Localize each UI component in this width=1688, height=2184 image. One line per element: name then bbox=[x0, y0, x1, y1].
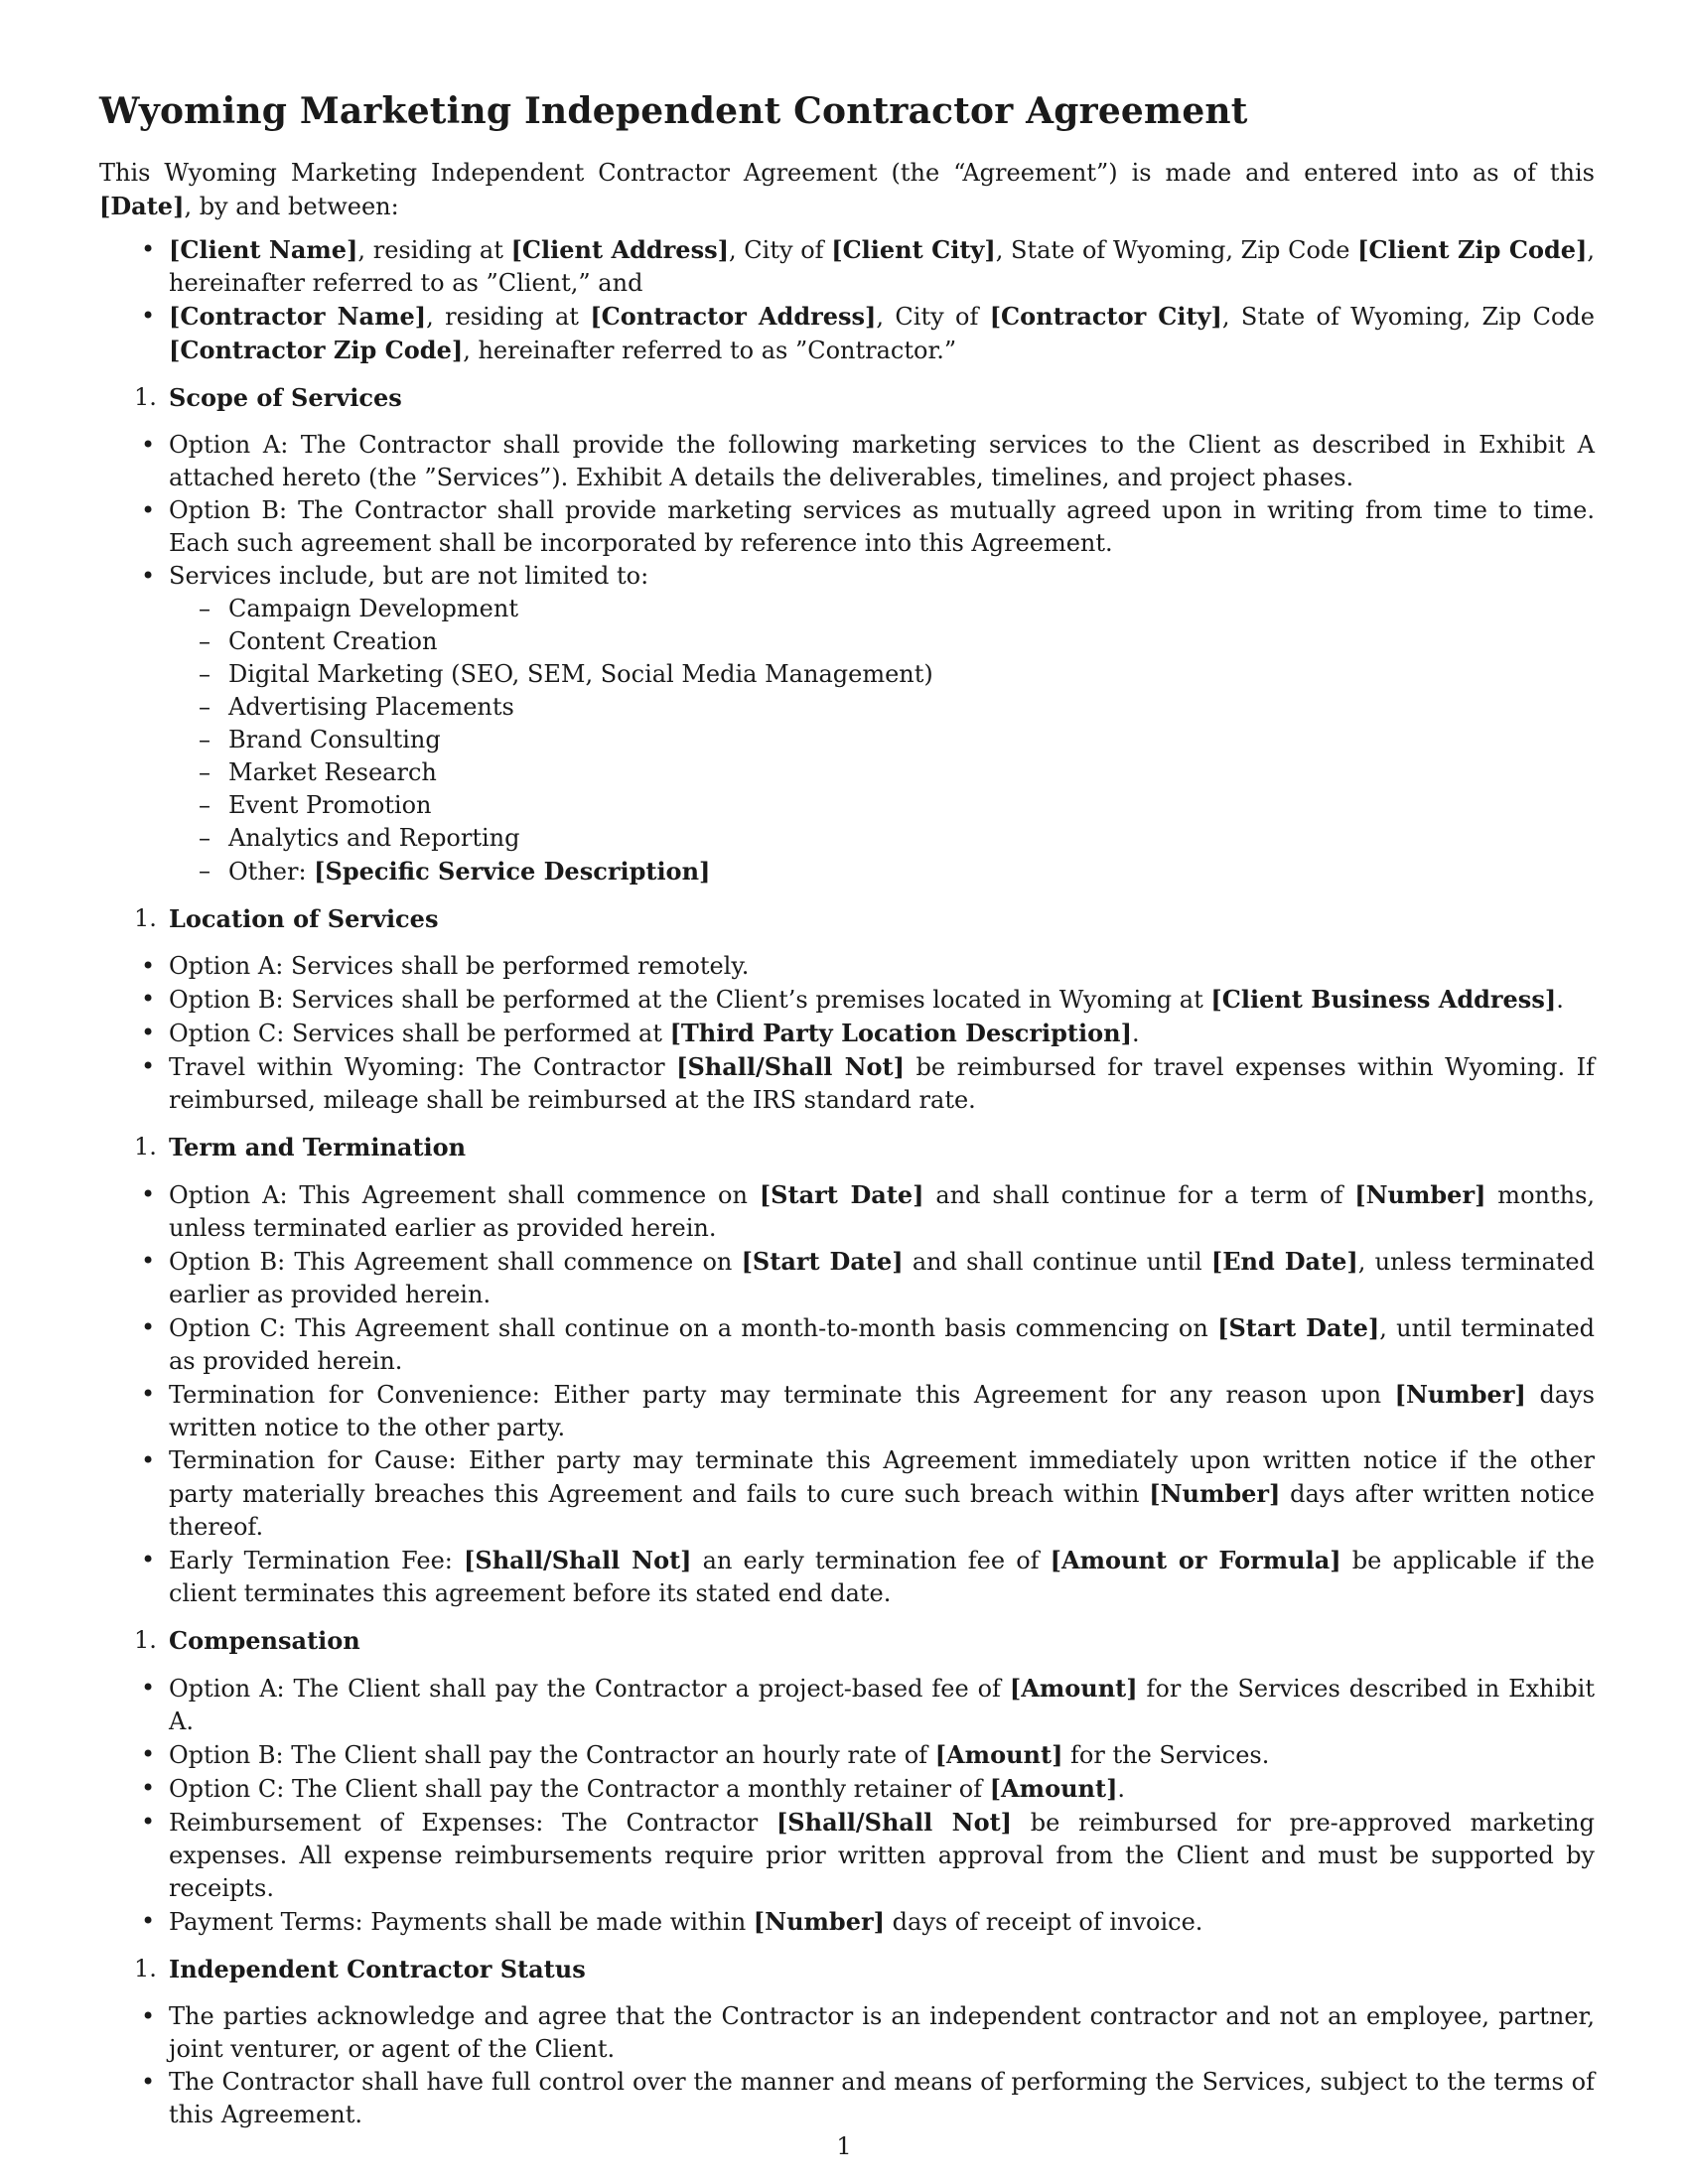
text: . bbox=[1131, 1020, 1140, 1047]
text: Reimbursement of Expenses: The Contractor bbox=[169, 1809, 776, 1837]
services-sublist bbox=[169, 593, 1595, 888]
shall-placeholder: [Shall/Shall Not] bbox=[676, 1052, 905, 1081]
intro-paragraph bbox=[99, 157, 1595, 223]
status-item: • The parties acknowledge and agree that the Contractor is an independent contractor and not an employee, partner, joint venturer, or agent of the Client. bbox=[99, 2000, 1595, 2066]
service-item: – Event Promotion bbox=[169, 789, 1595, 822]
client-city: [Client City] bbox=[831, 235, 996, 264]
contractor-zip: [Contractor Zip Code] bbox=[169, 336, 464, 364]
number-placeholder: [Number] bbox=[753, 1907, 885, 1936]
text: , State of Wyoming, Zip Code bbox=[1221, 303, 1595, 331]
text: days written notice to the other party. bbox=[169, 1381, 1595, 1441]
compensation-list bbox=[99, 1672, 1595, 1939]
location-list bbox=[99, 950, 1595, 1117]
text: months, unless terminated earlier as provided herein. bbox=[169, 1181, 1596, 1242]
text: Early Termination Fee: bbox=[169, 1547, 465, 1574]
date-placeholder: [Date] bbox=[99, 192, 185, 220]
text: Option A: The Client shall pay the Contractor a project-based fee of bbox=[169, 1675, 1010, 1703]
service-item: – Advertising Placements bbox=[169, 691, 1595, 724]
section-number: 1. bbox=[134, 904, 157, 932]
text: Option C: The Client shall pay the Contractor a monthly retainer of bbox=[169, 1775, 990, 1803]
text: , residing at bbox=[426, 303, 591, 331]
text: for the Services described in Exhibit A. bbox=[169, 1675, 1596, 1735]
document-title: Wyoming Marketing Independent Contractor Agreement bbox=[99, 90, 1248, 132]
text: for the Services. bbox=[1062, 1741, 1270, 1769]
start-date: [Start Date] bbox=[759, 1180, 924, 1209]
term-list bbox=[99, 1178, 1595, 1610]
shall-placeholder: [Shall/Shall Not] bbox=[775, 1808, 1013, 1837]
text: . bbox=[1556, 986, 1564, 1014]
text: be reimbursed for travel expenses within Wyoming. If reimbursed, mileage shall be reimbursed at the IRS standard rate. bbox=[169, 1053, 1596, 1114]
contractor-name: [Contractor Name] bbox=[169, 302, 427, 331]
service-item-other bbox=[169, 855, 1595, 888]
parties-list bbox=[99, 233, 1595, 367]
comp-option-a bbox=[99, 1672, 1595, 1738]
service-item: – Analytics and Reporting bbox=[169, 822, 1595, 855]
text: , unless terminated earlier as provided herein. bbox=[169, 1248, 1595, 1308]
contractor-city: [Contractor City] bbox=[989, 302, 1222, 331]
section-heading-location bbox=[99, 902, 1595, 935]
location-travel bbox=[99, 1050, 1595, 1117]
third-party-location: [Third Party Location Description] bbox=[669, 1019, 1132, 1047]
section-title: Location of Services bbox=[169, 904, 439, 933]
text: , City of bbox=[876, 303, 990, 331]
client-name: [Client Name] bbox=[169, 235, 358, 264]
term-option-b bbox=[99, 1245, 1595, 1311]
text: days of receipt of invoice. bbox=[884, 1908, 1203, 1936]
scope-option-b: • Option B: The Contractor shall provide marketing services as mutually agreed upon in writing from time to time. Each such agreement shall be incorporated by reference into this Agreement. bbox=[99, 494, 1595, 560]
service-item: – Content Creation bbox=[169, 625, 1595, 658]
section-number: 1. bbox=[134, 1626, 157, 1654]
section-heading-status bbox=[99, 1953, 1595, 1985]
section-number: 1. bbox=[134, 383, 157, 411]
text: and shall continue until bbox=[903, 1248, 1211, 1276]
number-placeholder: [Number] bbox=[1354, 1180, 1486, 1209]
text: Travel within Wyoming: The Contractor bbox=[169, 1053, 677, 1081]
comp-option-c bbox=[99, 1772, 1595, 1806]
amount-formula-placeholder: [Amount or Formula] bbox=[1050, 1546, 1341, 1574]
number-placeholder: [Number] bbox=[1394, 1380, 1526, 1409]
section-heading-compensation bbox=[99, 1624, 1595, 1657]
text: Payment Terms: Payments shall be made within bbox=[169, 1908, 754, 1936]
term-option-c bbox=[99, 1311, 1595, 1378]
location-option-a: • Option A: Services shall be performed remotely. bbox=[99, 950, 1595, 983]
scope-option-a: • Option A: The Contractor shall provide the following marketing services to the Client as described in Exhibit A attached hereto (the ”Services”). Exhibit A details the deliverables, timelines, and project phases. bbox=[99, 429, 1595, 494]
contractor-address: [Contractor Address] bbox=[590, 302, 877, 331]
text: be applicable if the client terminates this agreement before its stated end date. bbox=[169, 1547, 1595, 1607]
text: , hereinafter referred to as ”Client,” and bbox=[169, 236, 1596, 297]
page-number: 1 bbox=[836, 2132, 852, 2160]
section-number: 1. bbox=[134, 1133, 157, 1160]
section-title: Term and Termination bbox=[169, 1133, 467, 1161]
amount-placeholder: [Amount] bbox=[934, 1740, 1063, 1769]
text: . bbox=[1117, 1775, 1126, 1803]
shall-placeholder: [Shall/Shall Not] bbox=[464, 1546, 692, 1574]
service-description-placeholder: [Specific Service Description] bbox=[314, 857, 711, 886]
start-date: [Start Date] bbox=[741, 1247, 904, 1276]
text: Termination for Convenience: Either party may terminate this Agreement for any reason upon bbox=[169, 1381, 1395, 1409]
services-include-label: Services include, but are not limited to: bbox=[169, 562, 649, 590]
section-title: Independent Contractor Status bbox=[169, 1955, 586, 1983]
client-zip: [Client Zip Code] bbox=[1357, 235, 1588, 264]
service-item: – Brand Consulting bbox=[169, 724, 1595, 756]
comp-reimbursement bbox=[99, 1806, 1595, 1905]
text: and shall continue for a term of bbox=[923, 1181, 1355, 1209]
text: Option B: The Client shall pay the Contractor an hourly rate of bbox=[169, 1741, 935, 1769]
status-item: • The Contractor shall have full control over the manner and means of performing the Services, subject to the terms of this Agreement. bbox=[99, 2066, 1595, 2131]
service-item: – Digital Marketing (SEO, SEM, Social Media Management) bbox=[169, 658, 1595, 691]
text: days after written notice thereof. bbox=[169, 1480, 1595, 1541]
service-item: – Market Research bbox=[169, 756, 1595, 789]
comp-payment-terms bbox=[99, 1905, 1595, 1939]
text: Other: bbox=[228, 858, 315, 886]
term-early-fee bbox=[99, 1544, 1595, 1610]
intro-text-end: , by and between: bbox=[184, 193, 399, 220]
client-address: [Client Address] bbox=[510, 235, 729, 264]
text: Option B: Services shall be performed at the Client’s premises located in Wyoming at bbox=[169, 986, 1211, 1014]
text: , State of Wyoming, Zip Code bbox=[995, 236, 1358, 264]
client-business-address: [Client Business Address] bbox=[1210, 985, 1557, 1014]
text: , City of bbox=[728, 236, 832, 264]
text: Option A: This Agreement shall commence on bbox=[169, 1181, 760, 1209]
text: , hereinafter referred to as ”Contractor.” bbox=[463, 337, 957, 364]
text: , residing at bbox=[357, 236, 511, 264]
service-item: – Campaign Development bbox=[169, 593, 1595, 625]
intro-text: This Wyoming Marketing Independent Contractor Agreement (the “Agreement”) is made and entered into as of this bbox=[99, 159, 1595, 187]
number-placeholder: [Number] bbox=[1149, 1479, 1281, 1508]
party-contractor bbox=[99, 300, 1595, 367]
text: be reimbursed for pre-approved marketing expenses. All expense reimbursements require prior written approval from the Client and must be supported by receipts. bbox=[169, 1809, 1596, 1902]
section-title: Scope of Services bbox=[169, 383, 402, 412]
party-client bbox=[99, 233, 1595, 300]
text: , until terminated as provided herein. bbox=[169, 1314, 1596, 1375]
text: Option C: This Agreement shall continue on a month-to-month basis commencing on bbox=[169, 1314, 1218, 1342]
end-date: [End Date] bbox=[1210, 1247, 1358, 1276]
location-option-b bbox=[99, 983, 1595, 1017]
services-include bbox=[99, 560, 1595, 888]
text: Option C: Services shall be performed at bbox=[169, 1020, 670, 1047]
section-heading-term bbox=[99, 1131, 1595, 1163]
amount-placeholder: [Amount] bbox=[1009, 1674, 1138, 1703]
location-option-c bbox=[99, 1017, 1595, 1050]
section-title: Compensation bbox=[169, 1626, 360, 1655]
term-convenience bbox=[99, 1378, 1595, 1444]
start-date: [Start Date] bbox=[1217, 1313, 1380, 1342]
text: Option B: This Agreement shall commence on bbox=[169, 1248, 742, 1276]
amount-placeholder: [Amount] bbox=[989, 1774, 1118, 1803]
document-body bbox=[99, 87, 1595, 2145]
term-cause bbox=[99, 1444, 1595, 1544]
status-list bbox=[99, 2000, 1595, 2131]
term-option-a bbox=[99, 1178, 1595, 1245]
text: Termination for Cause: Either party may terminate this Agreement immediately upon written notice if the other party materially breaches this Agreement and fails to cure such breach within bbox=[169, 1446, 1595, 1508]
section-heading-scope bbox=[99, 381, 1595, 414]
section-number: 1. bbox=[134, 1955, 157, 1982]
text: an early termination fee of bbox=[691, 1547, 1051, 1574]
scope-list bbox=[99, 429, 1595, 888]
comp-option-b bbox=[99, 1738, 1595, 1772]
